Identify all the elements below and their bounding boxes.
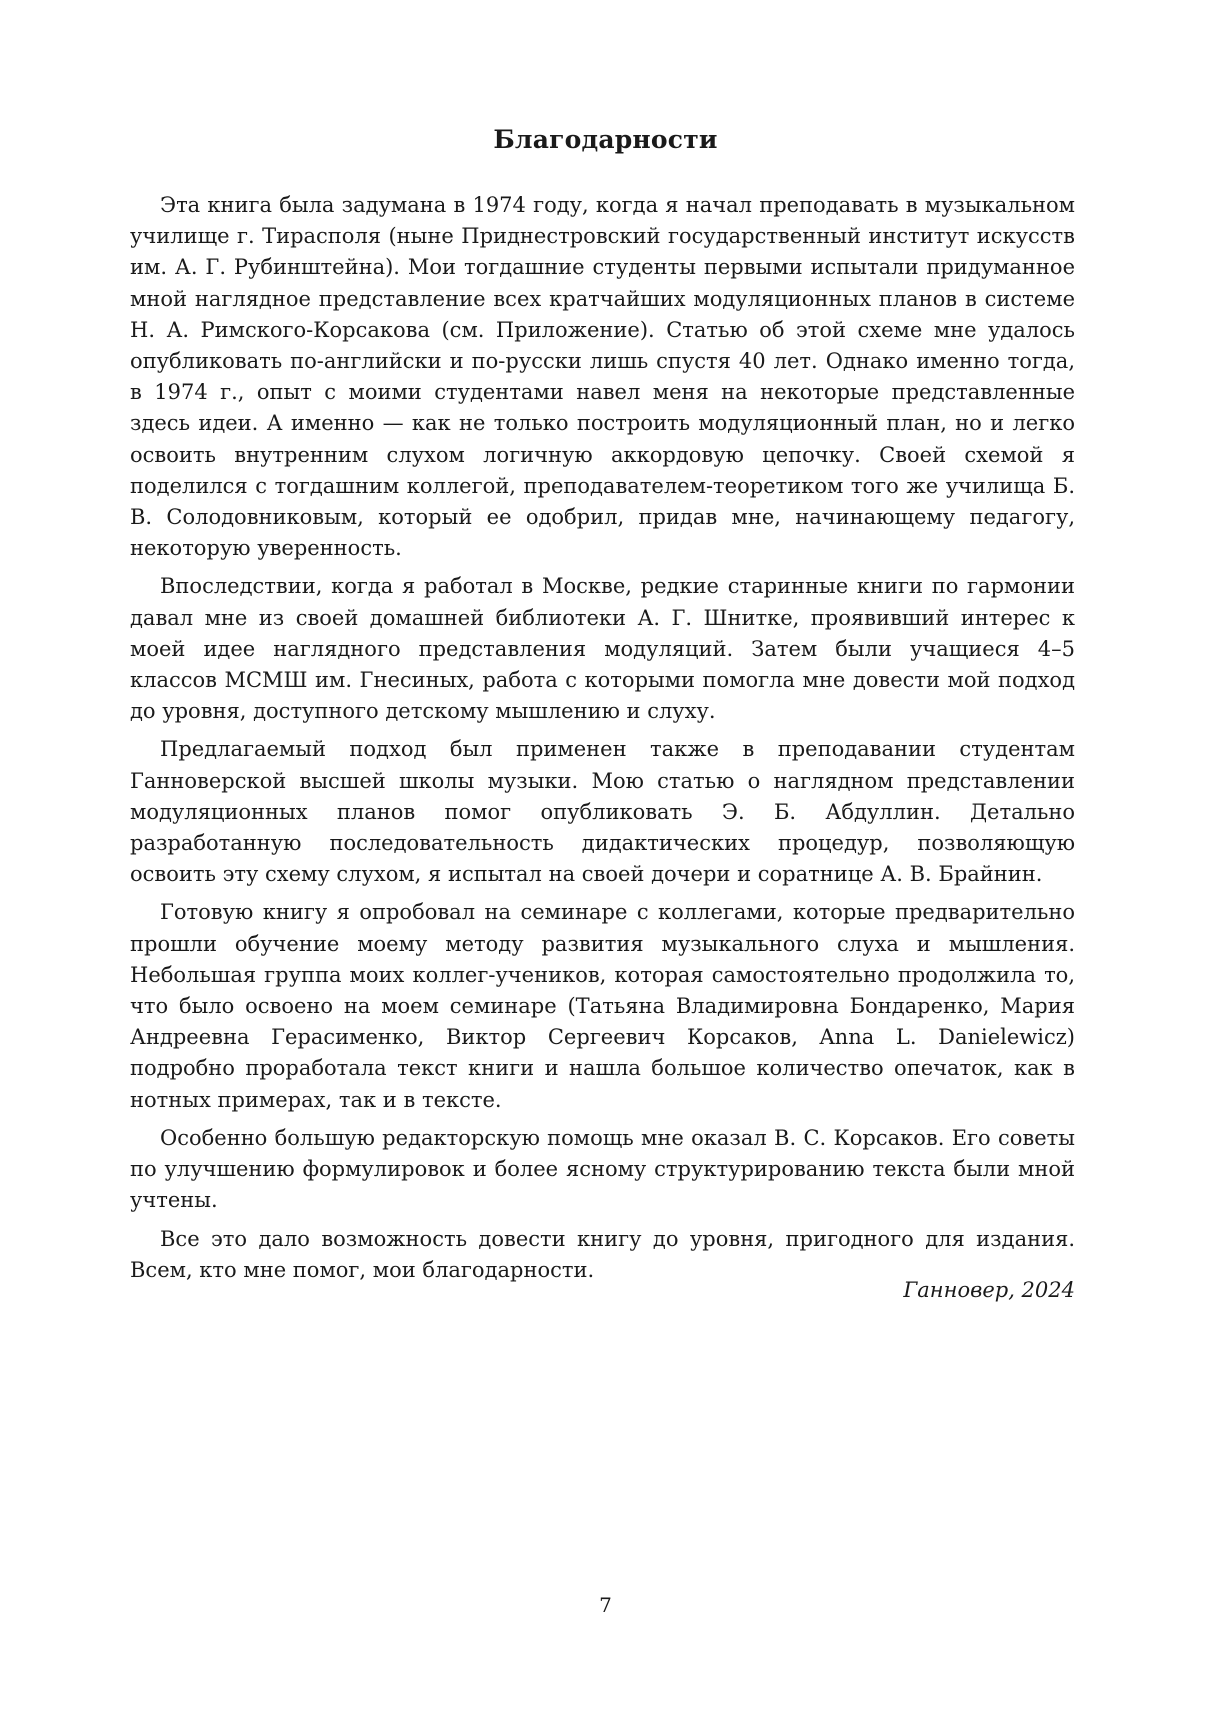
paragraph-6: Все это дало возможность довести книгу до уровня, пригодного для издания. Всем, кто мне помог, мои благодарности. xyxy=(130,1226,1075,1282)
paragraph-1: Эта книга была задумана в 1974 году, когда я начал преподавать в музыкальном училище г. Тирасполя (ныне Приднестровский государственный институт искусств им. А. Г. Рубинштейна). Мои тогдашние студенты первыми испытали придуманное мной наглядное представление всех кратчайших модуляционных планов в системе Н. А. Римского-Корсакова (см. Приложение). Статью об этой схеме мне удалось опубликовать по-английски и по-русски лишь спустя 40 лет. Однако именно тогда, в 1974 г., опыт с моими студентами навел меня на некоторые представленные здесь идеи. А именно — как не только построить модуляционный план, но и легко освоить внутренним слухом логичную аккордовую цепочку. Своей схемой я поделился с тогдашним коллегой, преподавателем-теоретиком того же училища Б. В. Солодовниковым, который ее одобрил, придав мне, начинающему педагогу, некоторую уверенность. xyxy=(130,193,1075,561)
body-text xyxy=(130,190,1075,1293)
paragraph-2: Впоследствии, когда я работал в Москве, редкие старинные книги по гармонии давал мне из своей домашней библиотеки А. Г. Шнитке, проявивший интерес к моей идее наглядного представления модуляций. Затем были учащиеся 4–5 классов МСМШ им. Гнесиных, работа с которыми помогла мне довести мой подход до уровня, доступного детскому мышлению и слуху. xyxy=(130,574,1075,724)
paragraph-5: Особенно большую редакторскую помощь мне оказал В. С. Корсаков. Его советы по улучшению формулировок и более ясному структурированию текста были мной учтены. xyxy=(130,1125,1075,1213)
paragraph-3: Предлагаемый подход был применен также в преподавании студентам Ганноверской высшей школы музыки. Мою статью о наглядном представлении модуляционных планов помог опубликовать Э. Б. Абдуллин. Детально разработанную последовательность дидактических процедур, позволяющую освоить эту схему слухом, я испытал на своей дочери и соратнице А. В. Брайнин. xyxy=(130,737,1075,887)
paragraph-4: Готовую книгу я опробовал на семинаре с коллегами, которые предварительно прошли обучение моему методу развития музыкального слуха и мышления. Небольшая группа моих коллег-учеников, которая самостоятельно продолжила то, что было освоено на моем семинаре (Татьяна Владимировна Бондаренко, Мария Андреевна Герасименко, Виктор Сергеевич Корсаков, Anna L. Danielewicz) подробно проработала текст книги и нашла большое количество опечаток, как в нотных примерах, так и в тексте. xyxy=(130,900,1075,1112)
signature-place-date: Ганновер, 2024 xyxy=(903,1278,1075,1302)
page-title: Благодарности xyxy=(493,125,718,154)
page-number: 7 xyxy=(599,1593,612,1617)
